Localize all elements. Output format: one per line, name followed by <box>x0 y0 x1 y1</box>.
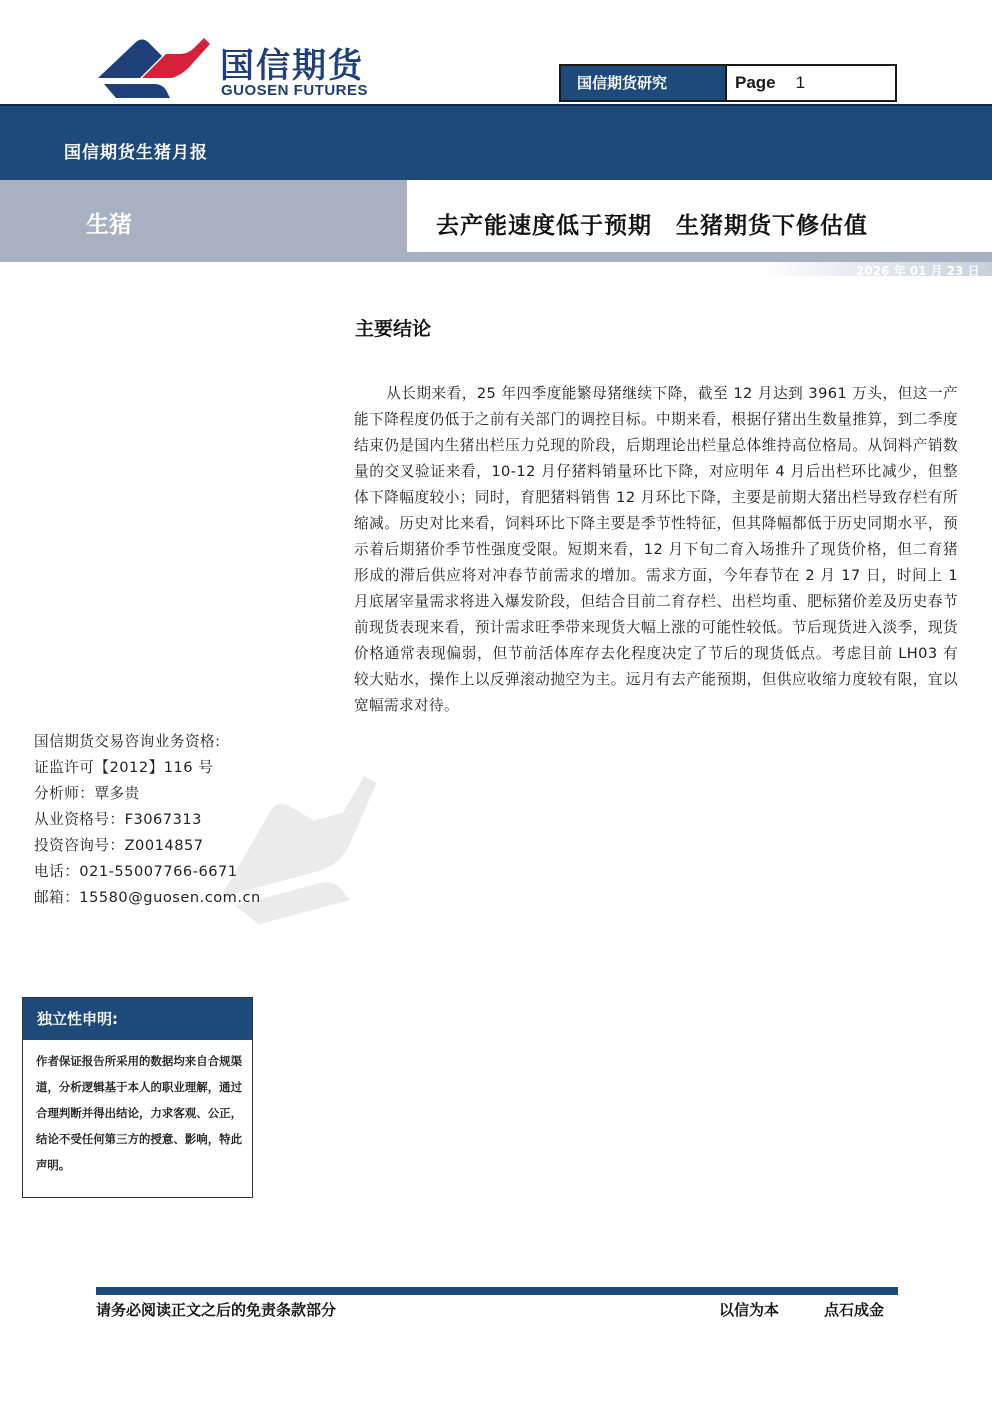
body-paragraph: 从长期来看，25 年四季度能繁母猪继续下降，截至 12 月达到 3961 万头，但这一产能下降程度仍低于之前有关部门的调控目标。中期来看，根据仔猪出生数量推算，到二季度结束仍是国内生猪出栏压力兑现的阶段，后期理论出栏量总体维持高位格局。从饲料产销数量的交叉验证来看，10-12 月仔猪料销量环比下降，对应明年 4 月后出栏环比减少，但整体下降幅度较小；同时，育肥猪料销售 12 月环比下降，主要是前期大猪出栏导致存栏有所缩减。历史对比来看，饲料环比下降主要是季节性特征，但其降幅都低于历史同期水平，预示着后期猪价季节性强度受限。短期来看，12 月下旬二育入场推升了现货价格，但二育猪形成的滞后供应将对冲春节前需求的增加。需求方面，今年春节在 2 月 17 日，时间上 1 月底屠宰量需求将进入爆发阶段，但结合目前二育存栏、出栏均重、肥标猪价差及历史春节前现货表现来看，预计需求旺季带来现货大幅上涨的可能性较低。节后现货进入淡季，现货价格通常表现偏弱，但节前活体库存去化程度决定了节后的现货低点。考虑目前 LH03 有较大贴水，操作上以反弹滚动抛空为主。远月有去产能预期，但供应收缩力度较有限，宜以宽幅需求对待。 <box>354 385 958 714</box>
license-line: 证监许可【2012】116 号 <box>34 759 214 776</box>
logo-name-en: GUOSEN FUTURES <box>221 82 369 99</box>
research-label: 国信期货研究 <box>559 64 727 102</box>
footer-rule <box>96 1287 898 1295</box>
independence-text: 作者保证报告所采用的数据均来自合规渠道，分析逻辑基于本人的职业理解，通过合理判断并得出结论，力求客观、公正，结论不受任何第三方的授意、影响，特此声明。 <box>36 1054 242 1172</box>
report-date: 2026 年 01 月 23 日 <box>856 264 980 278</box>
report-headline: 去产能速度低于预期 生猪期货下修估值 <box>436 213 868 239</box>
page-indicator <box>727 64 897 102</box>
footer-notice: 请务必阅读正文之后的免责条款部分 <box>96 1301 337 1319</box>
analyst-info <box>34 729 294 911</box>
guosen-logo-icon <box>96 34 212 102</box>
phone-line: 电话：021-55007766-6671 <box>34 863 238 880</box>
independence-title: 独立性申明: <box>23 998 252 1040</box>
advisory-number: 投资咨询号：Z0014857 <box>34 837 204 854</box>
practice-number: 从业资格号：F3067313 <box>34 811 202 828</box>
logo-name-cn: 国信期货 <box>220 46 364 86</box>
page-number: 1 <box>795 73 806 92</box>
email-line: 邮箱：15580@guosen.com.cn <box>34 889 261 906</box>
report-series: 国信期货生猪月报 <box>64 143 208 163</box>
qualification-line: 国信期货交易咨询业务资格: <box>34 733 221 750</box>
report-category: 生猪 <box>86 212 132 238</box>
section-title: 主要结论 <box>355 318 432 340</box>
category-band <box>0 180 407 262</box>
footer-motto-2: 点石成金 <box>824 1301 885 1319</box>
main-conclusion-text <box>354 381 958 719</box>
footer-motto-1: 以信为本 <box>719 1301 780 1319</box>
page-label: Page <box>735 73 776 92</box>
headline-underline <box>407 252 992 262</box>
analyst-name: 分析师：覃多贵 <box>34 785 140 802</box>
